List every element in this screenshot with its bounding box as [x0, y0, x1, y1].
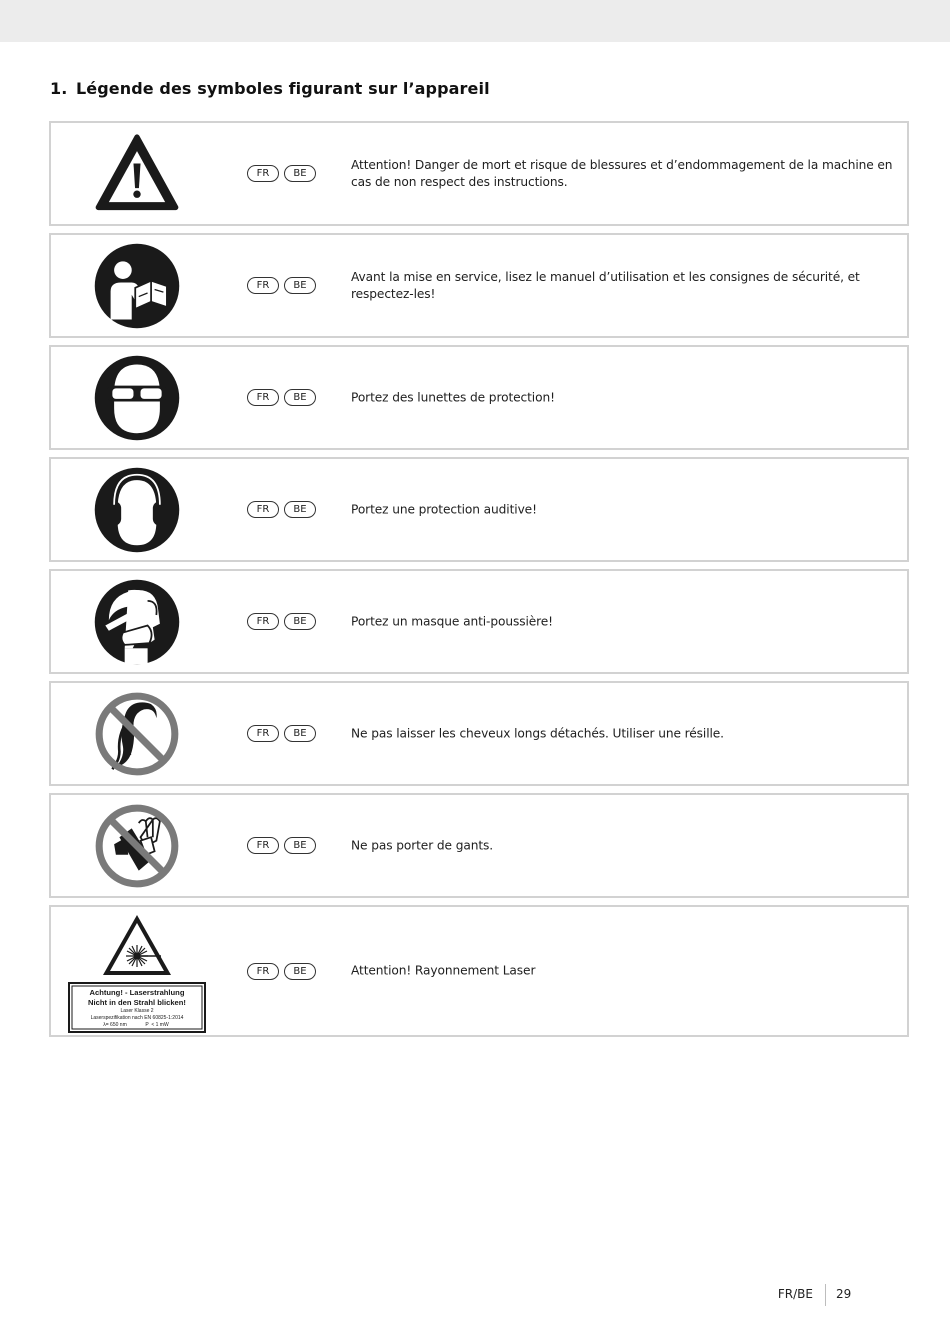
badge-fr: FR: [247, 725, 279, 742]
symbol-description: Avant la mise en service, lisez le manuel d’utilisation et les consignes de sécurité, et respectez-les!: [351, 269, 860, 301]
language-badges: [247, 613, 316, 630]
symbol-row: [49, 457, 909, 562]
symbol-row: [49, 569, 909, 674]
symbol-description: Portez des lunettes de protection!: [351, 390, 555, 404]
laser-label-wavelength: λ= 650 nm: [103, 1022, 127, 1028]
symbol-description: Attention! Rayonnement Laser: [351, 963, 536, 978]
badge-fr: FR: [247, 837, 279, 854]
badge-fr: FR: [247, 501, 279, 518]
ear-protection-icon: [93, 466, 181, 554]
laser-label-power-symbol: P: [145, 1022, 149, 1028]
symbol-row: [49, 681, 909, 786]
dust-mask-icon: [93, 578, 181, 666]
symbol-row: [49, 793, 909, 898]
badge-be: BE: [284, 725, 316, 742]
badge-be: BE: [284, 963, 316, 980]
symbol-row: [49, 233, 909, 338]
laser-label-line2: Nicht in den Strahl blicken!: [88, 998, 186, 1007]
footer-language: FR/BE: [777, 1287, 813, 1301]
laser-label-power: < 1 mW: [151, 1022, 169, 1028]
badge-be: BE: [284, 613, 316, 630]
badge-fr: FR: [247, 165, 279, 182]
section-heading: [50, 79, 490, 98]
badge-fr: FR: [247, 277, 279, 294]
language-badges: [247, 165, 316, 182]
section-title: Légende des symboles figurant sur l’appareil: [76, 79, 490, 98]
badge-fr: FR: [247, 963, 279, 980]
page-number: 29: [836, 1287, 852, 1301]
top-band: [0, 0, 950, 42]
symbol-description: Portez une protection auditive!: [351, 502, 537, 516]
symbol-row: [49, 905, 909, 1037]
symbol-description: Portez un masque anti-poussière!: [351, 614, 553, 628]
badge-fr: FR: [247, 389, 279, 406]
language-badges: [247, 837, 316, 854]
laser-warning-icon: [67, 913, 207, 1033]
no-loose-hair-icon: [93, 690, 181, 778]
section-number: 1.: [50, 79, 68, 98]
badge-fr: FR: [247, 613, 279, 630]
symbol-description: Ne pas porter de gants.: [351, 838, 494, 852]
safety-goggles-icon: [93, 354, 181, 442]
footer-divider: [825, 1284, 826, 1306]
laser-label-line3: Laser Klasse 2: [120, 1008, 154, 1014]
language-badges: [247, 725, 316, 742]
badge-be: BE: [284, 389, 316, 406]
warning-triangle-icon: [93, 130, 181, 218]
symbol-row: [49, 121, 909, 226]
symbol-table: [49, 121, 909, 1044]
symbol-row: [49, 345, 909, 450]
laser-label-line1: Achtung! - Laserstrahlung: [89, 988, 185, 997]
language-badges: [247, 389, 316, 406]
no-gloves-icon: [93, 802, 181, 890]
symbol-description: Ne pas laisser les cheveux longs détachés. Utiliser une résille.: [351, 726, 724, 740]
symbol-description: Attention! Danger de mort et risque de blessures et d’endommagement de la machine en cas de non respect des instructions.: [351, 157, 893, 189]
language-badges: [247, 501, 316, 518]
read-manual-icon: [93, 242, 181, 330]
badge-be: BE: [284, 277, 316, 294]
language-badges: [247, 277, 316, 294]
page-footer: [0, 1284, 950, 1306]
badge-be: BE: [284, 837, 316, 854]
language-badges: [247, 963, 316, 980]
badge-be: BE: [284, 501, 316, 518]
laser-label-line4: Laserspezifikation nach EN 60825-1:2014: [90, 1015, 184, 1021]
badge-be: BE: [284, 165, 316, 182]
